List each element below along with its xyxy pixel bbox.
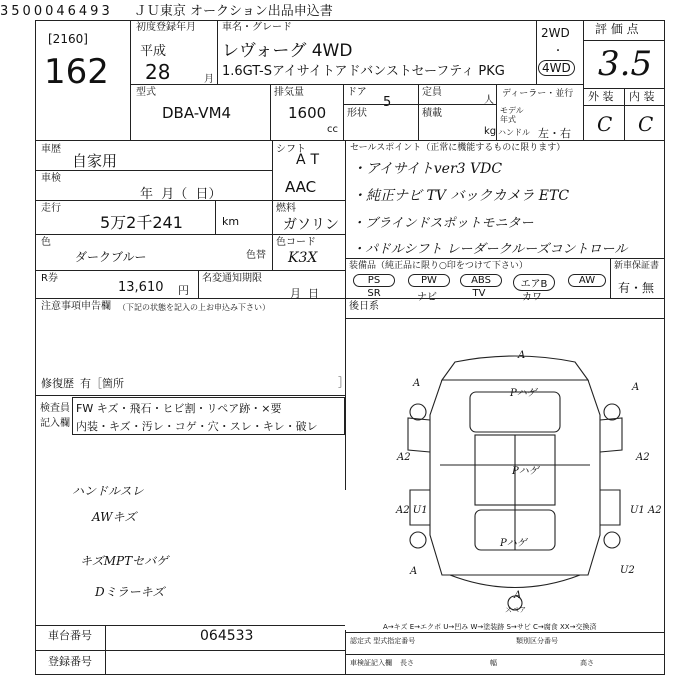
handle-label: ハンドル — [498, 128, 530, 137]
color-label: 色 — [41, 237, 51, 248]
exterior-label: 外 装 — [588, 90, 614, 103]
interior-label: 内 装 — [629, 90, 655, 103]
notes-label: 注意事項申告欄 — [41, 301, 111, 312]
model-label: 型式 — [136, 87, 156, 98]
dealer-label: ディーラー・並行 — [502, 89, 574, 99]
load-label: 積載 — [422, 108, 442, 119]
damage-mark-8: A2 U1 — [396, 505, 428, 516]
equip-aw: AW — [568, 274, 606, 287]
handwritten-note-1: ハンドルスレ — [72, 484, 144, 498]
registration-year: 28 — [145, 60, 171, 84]
car-name-label: 車名・グレード — [222, 22, 292, 33]
sales-point-3: ・ブラインドスポットモニター — [352, 216, 534, 231]
sales-point-2: ・純正ナビ TV バックカメラ ETC — [352, 188, 570, 204]
damage-mark-1: A — [518, 350, 526, 361]
usage-value: 自家用 — [72, 152, 118, 170]
doors-label: ドア — [347, 87, 367, 98]
drive-2wd: 2WD — [541, 26, 570, 40]
recycle-value: 13,610 — [118, 280, 164, 295]
after-label: 後日系 — [349, 301, 379, 312]
sales-points-label: セールスポイント（正常に機能するものに限ります） — [350, 143, 566, 153]
name-change-label: 名変通知期限 — [202, 273, 262, 284]
equip-navi: ナビ — [417, 292, 437, 303]
handle-value: 左・右 — [538, 127, 571, 140]
equip-tv: TV — [472, 288, 486, 299]
barcode-number: 3500046493 — [0, 4, 113, 19]
mileage-value: 5万2千241 — [100, 213, 183, 232]
usage-label: 車歴 — [41, 144, 61, 155]
color-code-label: 色コード — [276, 237, 316, 248]
drive-4wd — [538, 60, 575, 76]
score-label: 評 価 点 — [595, 22, 639, 36]
dim-height: 高さ — [580, 659, 594, 667]
cert-label: 認定式 型式指定番号 — [350, 637, 416, 645]
recycle-label: R券 — [41, 273, 58, 284]
interior-grade: C — [638, 112, 654, 136]
damage-mark-10: U2 — [620, 565, 635, 576]
dim-width: 幅 — [490, 659, 497, 667]
model-year-label: モデル 年式 — [500, 106, 524, 124]
sales-point-4: ・パドルシフト レーダークルーズコントロール — [352, 242, 628, 257]
shift-value: AT — [296, 152, 326, 168]
spare-label: スペア — [505, 606, 526, 614]
recycle-unit: 円 — [178, 284, 189, 297]
capacity-unit: 人 — [484, 95, 494, 106]
load-unit: kg — [484, 126, 497, 137]
score-value: 3.5 — [598, 44, 653, 84]
fuel-label: 燃料 — [276, 203, 296, 214]
registration-label: 初度登録年月 — [136, 22, 196, 33]
damage-mark-7: A2 — [636, 452, 650, 463]
damage-legend: A→キズ E→エクボ U→凹み W→塗装跡 S→サビ C→腐食 XX→交換済 — [383, 623, 597, 631]
registration-era: 平成 — [140, 44, 167, 59]
check-row-exterior: FW キズ・飛石・ヒビ割・リペア跡・×要 — [76, 402, 282, 415]
shift-label: シフト — [276, 144, 306, 155]
car-name: レヴォーグ 4WD — [222, 41, 353, 61]
entry-label: 記入欄 — [40, 418, 70, 429]
mileage-unit: km — [222, 215, 240, 228]
damage-mark-2: A — [413, 378, 421, 389]
damage-mark-11: A — [410, 566, 418, 577]
fuel-value: ガソリン — [283, 217, 339, 233]
car-damage-diagram — [380, 340, 650, 618]
color-code-value: K3X — [288, 250, 318, 266]
equipment-label: 装備品（純正品に限り○印をつけて下さい） — [349, 261, 528, 271]
chassis-value: 064533 — [200, 628, 254, 644]
damage-mark-13: U1 A2 — [630, 505, 662, 516]
damage-mark-6: Pハゲ — [512, 466, 539, 477]
chassis-label: 車台番号 — [48, 629, 92, 642]
sales-point-1: ・アイサイトver3 VDC — [352, 161, 503, 177]
displacement-value: 1600 — [288, 104, 327, 122]
damage-mark-12: A — [514, 590, 522, 601]
inspection-value: 年 月（ 日） — [140, 187, 222, 202]
handwritten-note-2: AWキズ — [92, 510, 137, 524]
damage-mark-3: A — [632, 382, 640, 393]
dimensions-label: 車検証記入欄 — [350, 659, 392, 667]
damage-mark-5: A2 — [397, 452, 411, 463]
car-grade: 1.6GT-Sアイサイトアドバンストセーフティ PKG — [222, 64, 505, 79]
class-label: 類別区分番号 — [516, 637, 558, 645]
lot-number: 162 — [44, 52, 109, 92]
color-change-label: 色替 — [246, 250, 266, 261]
doors-value: 5 — [383, 95, 392, 110]
damage-mark-9: Pハゲ — [500, 538, 527, 549]
displacement-unit: cc — [327, 124, 338, 135]
inspector-label: 検査員 — [40, 403, 70, 414]
equip-abs: ABS — [460, 274, 502, 287]
equip-ps: PS — [353, 274, 395, 287]
shape-label: 形状 — [347, 108, 367, 119]
color-value: ダークブルー — [75, 250, 147, 264]
displacement-label: 排気量 — [274, 87, 304, 98]
mileage-label: 走行 — [41, 203, 61, 214]
drive-dot: ・ — [553, 46, 563, 57]
repair-close: ］ — [338, 376, 349, 389]
check-row-interior: 内装・キズ・汚レ・コゲ・穴・スレ・キレ・破レ — [76, 420, 318, 433]
warranty-value: 有・無 — [618, 281, 655, 295]
dim-length: 長さ — [400, 659, 414, 667]
ac-value: AAC — [285, 178, 317, 196]
registration-month-unit: 月 — [204, 74, 214, 85]
capacity-label: 定員 — [422, 87, 442, 98]
equip-pw: PW — [408, 274, 450, 287]
drive-4wd-circled: 4WD — [538, 60, 575, 76]
handwritten-note-3: キズMPTセバゲ — [80, 554, 169, 568]
repair-label: 修復歴 — [41, 377, 74, 390]
notes-note: （下記の状態を記入の上お申込み下さい） — [118, 303, 270, 312]
equip-leather: カワ — [522, 292, 542, 303]
reg-number-label: 登録番号 — [48, 655, 92, 668]
document-header — [0, 0, 333, 19]
equip-sr: SR — [367, 288, 381, 299]
equip-airbag: エアB — [513, 274, 555, 291]
auction-title: ＪＵ東京 オークション出品申込書 — [133, 4, 333, 19]
exterior-grade: C — [597, 112, 613, 136]
damage-mark-4: Pハゲ — [510, 388, 537, 399]
lot-sub-number: [2160] — [48, 32, 88, 46]
handwritten-note-4: Dミラーキズ — [95, 585, 165, 599]
repair-value: 有［箇所 — [80, 377, 124, 390]
model-code: DBA-VM4 — [162, 104, 232, 122]
name-change-value: 月 日 — [290, 287, 319, 300]
inspection-label: 車検 — [41, 173, 61, 184]
warranty-label: 新車保証書 — [614, 261, 660, 271]
